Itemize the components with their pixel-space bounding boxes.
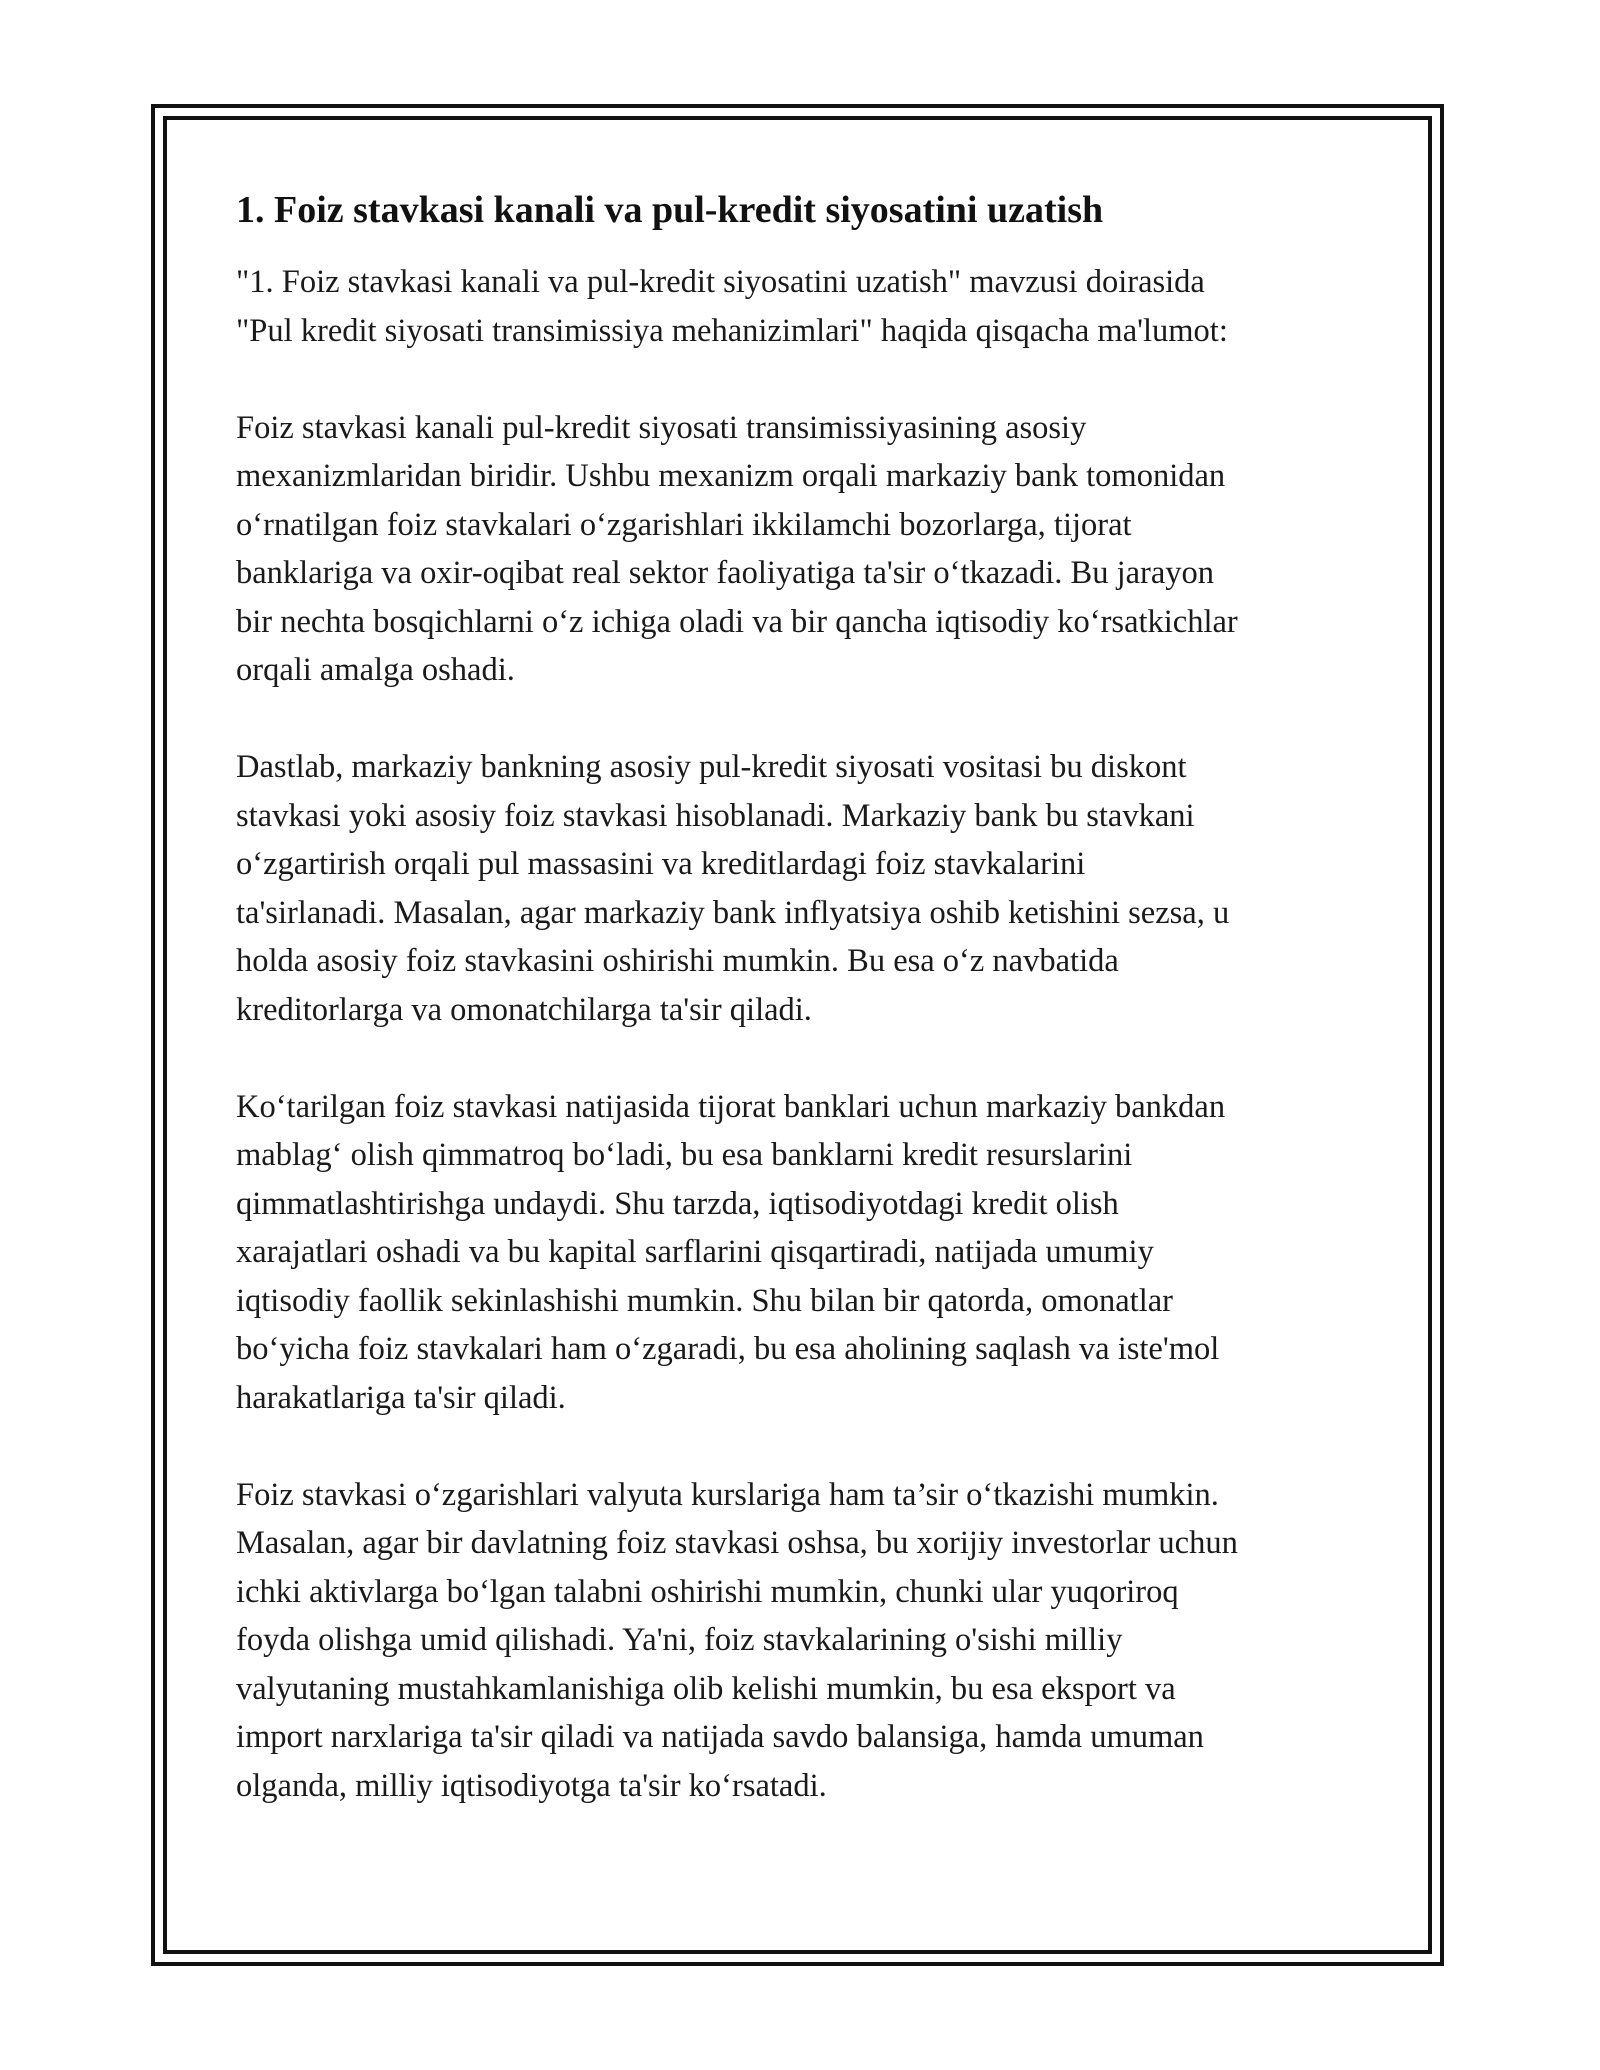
text-line: xarajatlari oshadi va bu kapital sarflarini qisqartiradi, natijada umumiy: [236, 1234, 1154, 1270]
text-line: stavkasi yoki asosiy foiz stavkasi hisoblanadi. Markaziy bank bu stavkani: [236, 797, 1195, 834]
text-line: orqali amalga oshadi.: [236, 652, 515, 688]
text-line: Foiz stavkasi o‘zgarishlari valyuta kurslariga ham ta’sir o‘tkazishi mumkin.: [236, 1476, 1219, 1513]
text-line: ta'sirlanadi. Masalan, agar markaziy bank inflyatsiya oshib ketishini sezsa, u: [236, 894, 1230, 931]
text-line: foyda olishga umid qilishadi. Ya'ni, foiz stavkalarining o'sishi milliy: [236, 1622, 1123, 1658]
body-paragraph-3: [236, 1083, 1376, 1423]
text-line: banklariga va oxir-oqibat real sektor faoliyatiga ta'sir o‘tkazadi. Bu jarayon: [236, 555, 1215, 591]
text-line: qimmatlashtirishga undaydi. Shu tarzda, iqtisodiyotdagi kredit olish: [236, 1185, 1119, 1222]
text-line: bir nechta bosqichlarni o‘z ichiga oladi va bir qancha iqtisodiy ko‘rsatkichlar: [236, 603, 1238, 640]
text-line: Foiz stavkasi kanali pul-kredit siyosati transimissiyasining asosiy: [236, 409, 1087, 446]
text-line: Masalan, agar bir davlatning foiz stavkasi oshsa, bu xorijiy investorlar uchun: [236, 1525, 1238, 1561]
text-line: mexanizmlaridan biridir. Ushbu mexanizm orqali markaziy bank tomonidan: [236, 458, 1226, 494]
text-line: mablag‘ olish qimmatroq bo‘ladi, bu esa banklarni kredit resurslarini: [236, 1137, 1133, 1173]
text-line: olganda, milliy iqtisodiyotga ta'sir ko‘rsatadi.: [236, 1767, 827, 1804]
body-paragraph-1: [236, 404, 1376, 695]
text-line: kreditorlarga va omonatchilarga ta'sir qiladi.: [236, 991, 812, 1028]
body-paragraph-2: [236, 743, 1376, 1034]
text-line: "1. Foiz stavkasi kanali va pul-kredit siyosatini uzatish" mavzusi doirasida: [236, 264, 1205, 300]
intro-paragraph: [236, 258, 1376, 355]
text-line: o‘rnatilgan foiz stavkalari o‘zgarishlari ikkilamchi bozorlarga, tijorat: [236, 506, 1132, 543]
text-line: Ko‘tarilgan foiz stavkasi natijasida tijorat banklari uchun markaziy bankdan: [236, 1088, 1226, 1125]
text-line: iqtisodiy faollik sekinlashishi mumkin. Shu bilan bir qatorda, omonatlar: [236, 1282, 1173, 1319]
body-paragraph-4: [236, 1471, 1376, 1811]
document-title: 1. Foiz stavkasi kanali va pul-kredit siyosatini uzatish: [236, 189, 1104, 231]
text-line: harakatlariga ta'sir qiladi.: [236, 1379, 566, 1416]
text-line: "Pul kredit siyosati transimissiya mehanizimlari" haqida qisqacha ma'lumot:: [236, 312, 1228, 349]
document-content: [236, 186, 1376, 1859]
text-line: o‘zgartirish orqali pul massasini va kreditlardagi foiz stavkalarini: [236, 846, 1086, 882]
text-line: valyutaning mustahkamlanishiga olib kelishi mumkin, bu esa eksport va: [236, 1670, 1176, 1707]
text-line: Dastlab, markaziy bankning asosiy pul-kredit siyosati vositasi bu diskont: [236, 749, 1187, 785]
text-line: holda asosiy foiz stavkasini oshirishi mumkin. Bu esa o‘z navbatida: [236, 943, 1119, 979]
text-line: import narxlariga ta'sir qiladi va natijada savdo balansiga, hamda umuman: [236, 1719, 1204, 1755]
text-line: bo‘yicha foiz stavkalari ham o‘zgaradi, bu esa aholining saqlash va iste'mol: [236, 1331, 1220, 1367]
text-line: ichki aktivlarga bo‘lgan talabni oshirishi mumkin, chunki ular yuqoriroq: [236, 1573, 1179, 1610]
